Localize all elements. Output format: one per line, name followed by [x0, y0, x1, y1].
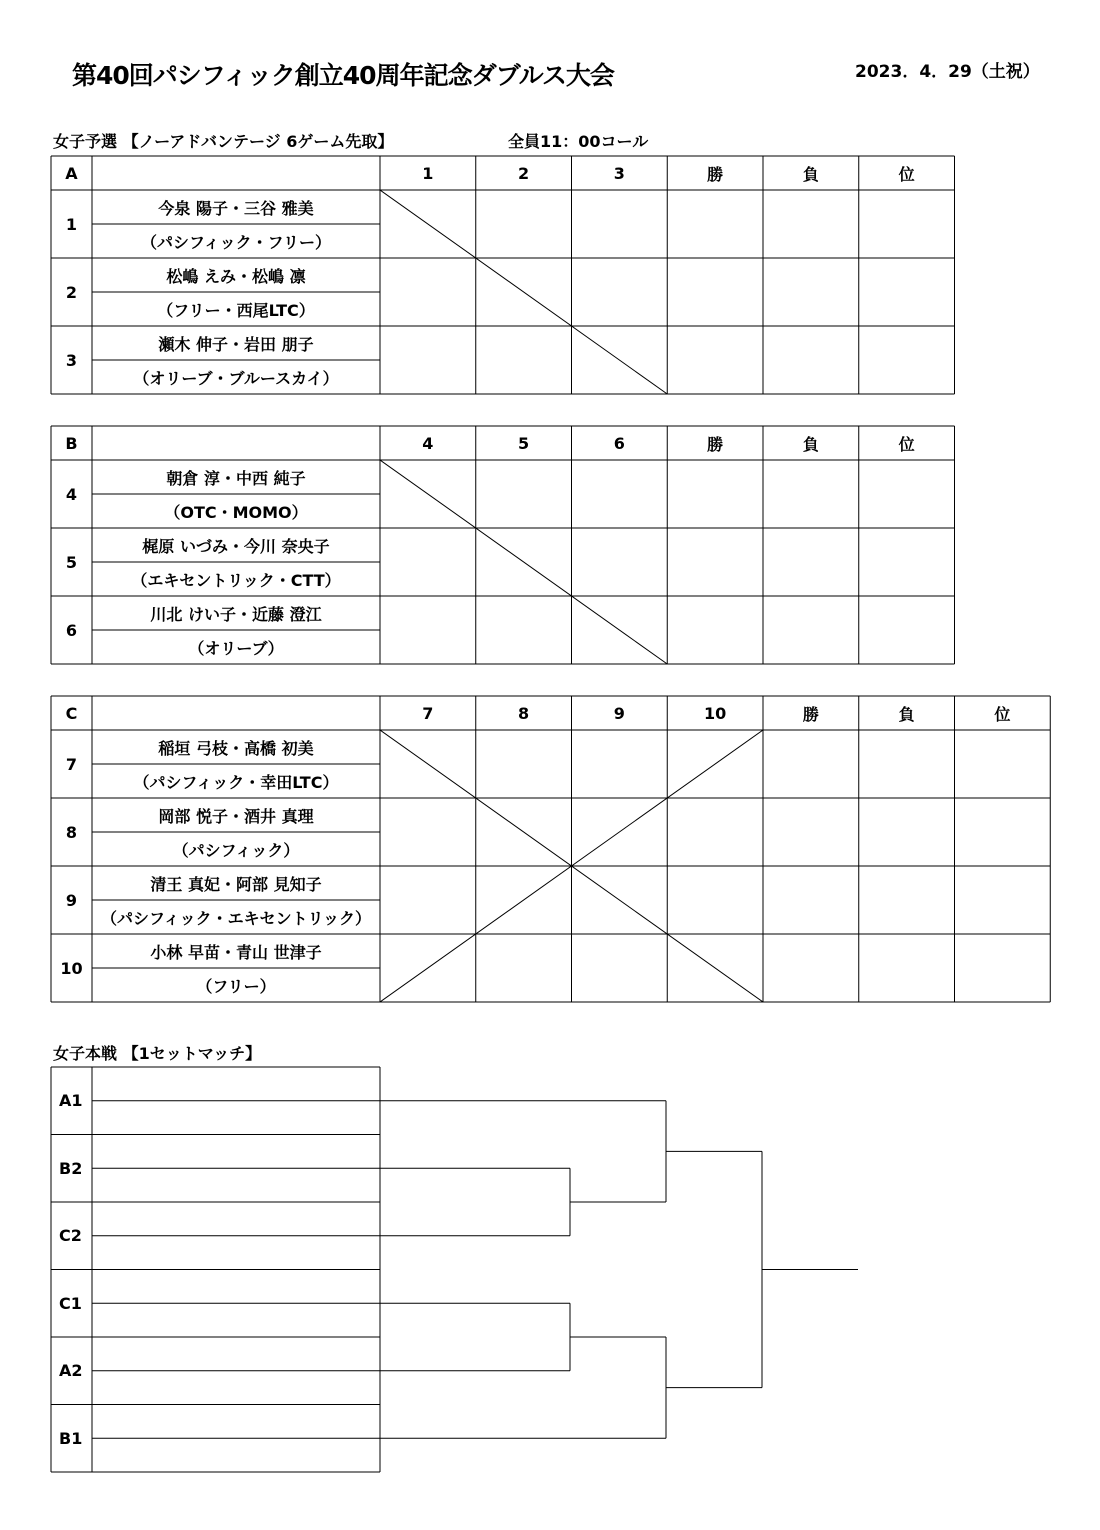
team-number: 4 [65, 484, 78, 504]
seed-label: A1 [59, 1091, 83, 1111]
player-names: 松嶋 えみ・松嶋 凛 [166, 266, 306, 286]
club-names: （パシフィック・幸田LTC） [133, 772, 339, 792]
result-column-header: 勝 [802, 704, 819, 724]
group-label: A [65, 163, 78, 183]
diagonal-line [380, 730, 763, 1002]
player-names: 岡部 悦子・酒井 真理 [158, 806, 314, 826]
diagonal-line [380, 730, 763, 1002]
player-names: 瀬木 伸子・岩田 朋子 [158, 334, 314, 354]
match-column-number: 5 [518, 433, 530, 453]
match-column-number: 8 [518, 703, 530, 723]
match-column-number: 1 [422, 163, 434, 183]
team-number: 8 [65, 822, 78, 842]
result-column-header: 負 [898, 704, 915, 724]
call-time: 全員11：00コール [508, 132, 649, 151]
result-column-header: 勝 [707, 434, 724, 454]
club-names: （パシフィック・エキセントリック） [100, 908, 372, 928]
club-names: （オリーブ・ブルースカイ） [133, 368, 339, 388]
club-names: （OTC・MOMO） [164, 502, 308, 522]
player-names: 稲垣 弓枝・高橋 初美 [158, 738, 314, 758]
club-names: （フリー） [196, 976, 276, 996]
seed-label: C1 [59, 1293, 82, 1313]
team-number: 10 [60, 958, 83, 978]
seed-label: A2 [59, 1361, 83, 1381]
match-column-number: 4 [422, 433, 434, 453]
player-names: 清王 真妃・阿部 見知子 [150, 874, 322, 894]
diagonal-line [380, 460, 667, 664]
diagonal-line [380, 190, 667, 394]
group-label: B [65, 433, 78, 453]
team-number: 2 [65, 282, 78, 302]
result-column-header: 勝 [707, 164, 724, 184]
tournament-title: 第40回パシフィック創立40周年記念ダブルス大会 [72, 61, 614, 90]
team-number: 9 [65, 890, 78, 910]
group-label: C [65, 703, 78, 723]
match-column-number: 9 [613, 703, 625, 723]
main-draw-heading: 女子本戦 【1セットマッチ】 [53, 1044, 262, 1063]
team-number: 1 [65, 214, 78, 234]
result-column-header: 位 [994, 704, 1011, 724]
seed-label: B2 [59, 1158, 83, 1178]
match-column-number: 3 [613, 163, 625, 183]
seed-label: B1 [59, 1428, 83, 1448]
result-column-header: 負 [802, 164, 819, 184]
match-column-number: 2 [518, 163, 530, 183]
club-names: （フリー・西尾LTC） [157, 300, 315, 320]
team-number: 7 [65, 754, 78, 774]
tournament-date: 2023．4．29（土祝） [855, 62, 1040, 82]
club-names: （パシフィック・フリー） [140, 232, 332, 252]
player-names: 梶原 いづみ・今川 奈央子 [142, 536, 330, 556]
team-number: 3 [65, 350, 78, 370]
team-number: 5 [65, 552, 78, 572]
player-names: 今泉 陽子・三谷 雅美 [158, 198, 314, 218]
match-column-number: 10 [703, 703, 727, 723]
result-column-header: 位 [898, 164, 915, 184]
club-names: （パシフィック） [172, 840, 300, 860]
club-names: （オリーブ） [188, 638, 284, 658]
match-column-number: 7 [422, 703, 434, 723]
result-column-header: 負 [802, 434, 819, 454]
club-names: （エキセントリック・CTT） [131, 570, 341, 590]
player-names: 朝倉 淳・中西 純子 [166, 468, 306, 488]
team-number: 6 [65, 620, 78, 640]
player-names: 川北 けい子・近藤 澄江 [150, 604, 322, 624]
result-column-header: 位 [898, 434, 915, 454]
seed-label: C2 [59, 1226, 82, 1246]
player-names: 小林 早苗・青山 世津子 [150, 942, 322, 962]
preliminary-heading: 女子予選 【ノーアドバンテージ 6ゲーム先取】 [53, 132, 394, 151]
match-column-number: 6 [613, 433, 625, 453]
